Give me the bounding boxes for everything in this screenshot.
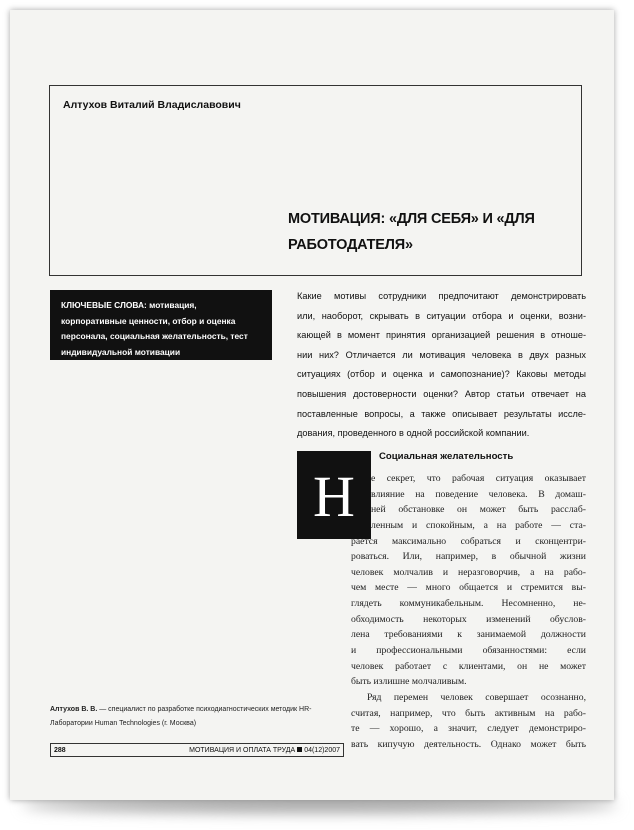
abstract-line: поставленные вопросы, а также описывает результаты иссле- bbox=[297, 408, 586, 419]
abstract-line: нии них? Отличается ли мотивация человека в двух разных bbox=[297, 349, 586, 360]
page-shadow bbox=[22, 798, 618, 812]
journal-name: МОТИВАЦИЯ И ОПЛАТА ТРУДА bbox=[189, 746, 296, 754]
page-number: 288 bbox=[54, 746, 66, 754]
keywords-label: КЛЮЧЕВЫЕ СЛОВА: bbox=[61, 300, 147, 310]
footnote-author: Алтухов В. В. bbox=[50, 706, 98, 713]
square-bullet-icon bbox=[297, 747, 302, 752]
footnote-text: — специалист по разработке психодиагностических методик HR-Лаборатории Human Technologies (г. Москва) bbox=[50, 706, 312, 727]
body-line: роваться. Или, например, в обычной жизни bbox=[351, 551, 586, 563]
body-line: ленным и спокойным, а на работе — ста- bbox=[371, 519, 586, 531]
body-line: лена требованиями к занимаемой должности bbox=[351, 629, 586, 641]
body-line: и профессиональными обязанностями: если bbox=[351, 645, 586, 657]
abstract-line: кающей в момент принятия организацией решения в отноше- bbox=[297, 330, 586, 341]
abstract-line: или, наоборот, скрывать в ситуации отбора и оценки, возни- bbox=[297, 310, 586, 321]
title-frame bbox=[49, 85, 582, 276]
body-line: человек молчалив и неразговорчив, а на рабо- bbox=[351, 566, 586, 578]
body-line: быть излишне молчаливым. bbox=[351, 676, 467, 688]
abstract-line: повышения достоверности оценки? Автор статьи отвечает на bbox=[297, 388, 586, 399]
author-name: Алтухов Виталий Владиславович bbox=[63, 99, 241, 111]
body-line: вать кипучую деятельность. Однако может быть bbox=[351, 738, 586, 750]
drop-cap-letter: Н bbox=[313, 463, 355, 529]
magazine-page bbox=[10, 10, 614, 800]
body-line: считая, например, что быть активным на рабо- bbox=[351, 707, 586, 719]
article-title: МОТИВАЦИЯ: «ДЛЯ СЕБЯ» И «ДЛЯ РАБОТОДАТЕЛЯ» bbox=[288, 211, 535, 253]
body-line: рается максимально собраться и сконцентри- bbox=[351, 535, 586, 547]
body-line: ней обстановке он может быть расслаб- bbox=[371, 504, 586, 516]
body-line: человек работает с клиентами, он не может bbox=[351, 660, 586, 672]
issue-number: 04(12)2007 bbox=[304, 746, 340, 754]
keywords-text: мотивация, корпоративные ценности, отбор и оценка персонала, социальная желательность, тест индивидуальной мотивации bbox=[61, 300, 248, 357]
keywords-box bbox=[50, 290, 272, 360]
page-footer bbox=[50, 743, 344, 757]
abstract-line: дования, проведенного в одной российской компании. bbox=[297, 428, 530, 439]
abstract-line: ситуациях (отбор и оценка и самопознание)? Каковы методы bbox=[297, 369, 586, 380]
author-footnote bbox=[50, 703, 344, 731]
body-line: глядеть коммуникабельным. Несомненно, не- bbox=[351, 598, 586, 610]
body-line: влияние на поведение человека. В домаш- bbox=[371, 488, 586, 500]
abstract bbox=[297, 287, 586, 444]
body-line: чем месте — много общается и стремится вы- bbox=[351, 582, 586, 594]
body-line: е секрет, что рабочая ситуация оказывает bbox=[371, 473, 586, 484]
body-line: Ряд перемен человек совершает осознанно, bbox=[367, 691, 586, 703]
body-line: обходимость некоторых изменений обуслов- bbox=[351, 613, 586, 625]
abstract-line: Какие мотивы сотрудники предпочитают демонстрировать bbox=[297, 291, 586, 301]
journal-info bbox=[189, 747, 340, 754]
body-line: те — хорошо, а значит, следует демонстриро- bbox=[351, 723, 586, 735]
section-heading: Социальная желательность bbox=[379, 451, 514, 462]
